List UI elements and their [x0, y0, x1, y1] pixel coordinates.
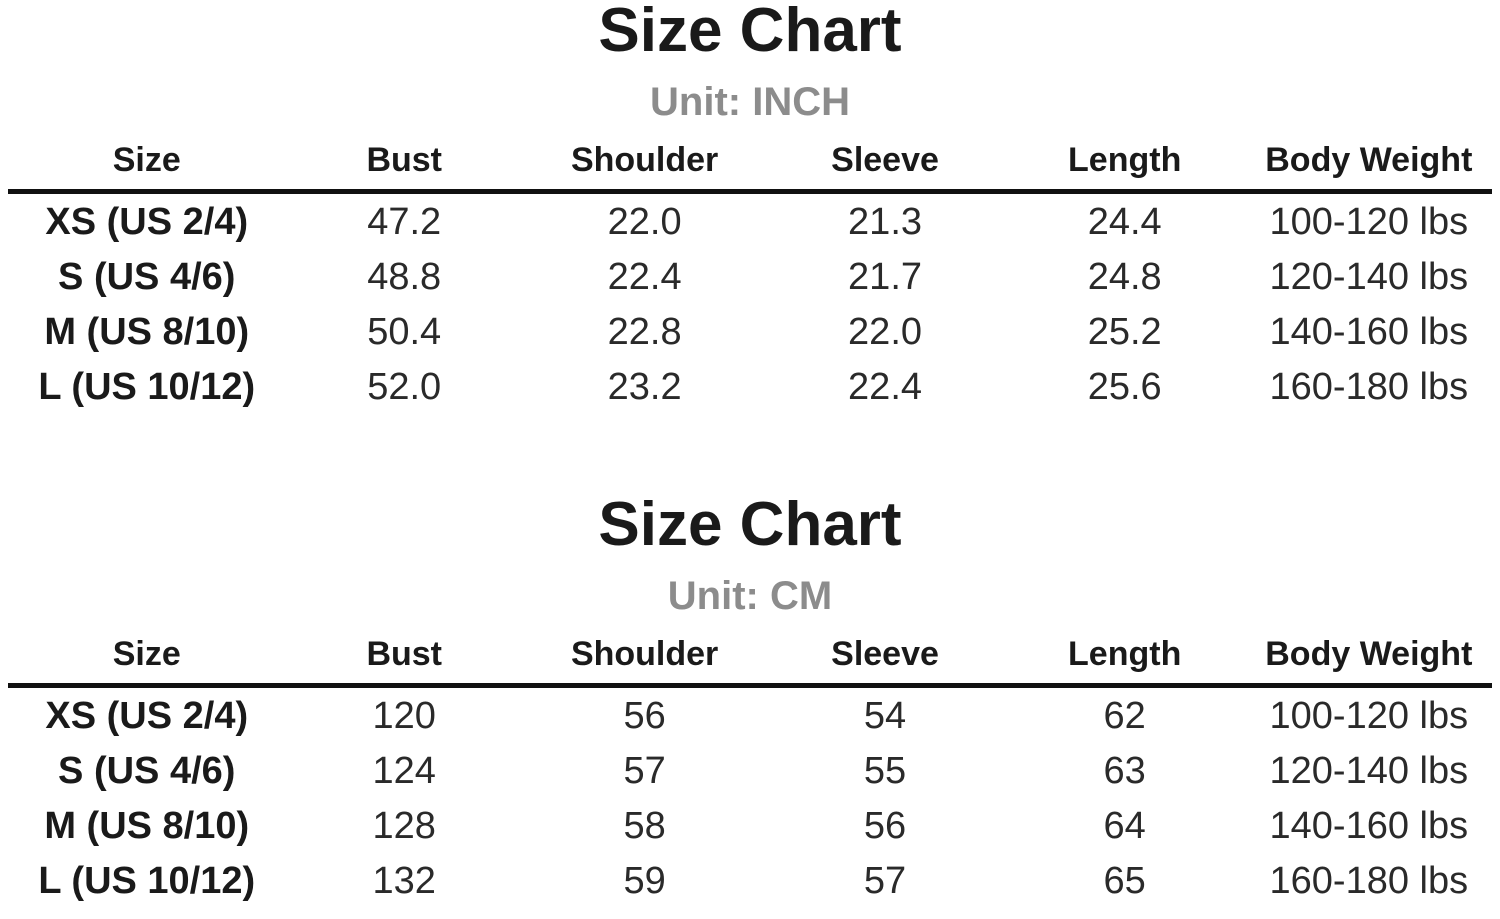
table-cell: 120-140 lbs: [1269, 749, 1469, 792]
size-label: L (US 10/12): [38, 365, 256, 408]
table-row: [8, 686, 1492, 744]
table-cell: 22.4: [848, 365, 923, 408]
unit-subtitle: Unit: CM: [667, 574, 833, 618]
table-row: [8, 249, 1492, 304]
size-chart-section-inch: [0, 0, 1500, 414]
table-cell: 56: [863, 804, 907, 847]
size-label: S (US 4/6): [58, 255, 236, 298]
table-cell: 59: [623, 859, 666, 902]
table-cell: 48.8: [367, 255, 442, 298]
table-cell: 140-160 lbs: [1269, 310, 1469, 353]
table-cell: 128: [372, 804, 436, 847]
table-cell: 22.0: [607, 200, 682, 243]
table-cell: 25.2: [1087, 310, 1162, 353]
column-header-body-weight: Body Weight: [1246, 122, 1492, 192]
table-cell: 160-180 lbs: [1269, 365, 1469, 408]
table-row: [8, 798, 1492, 853]
table-cell: 22.8: [607, 310, 682, 353]
column-header-sleeve: Sleeve: [766, 122, 1003, 192]
table-cell: 100-120 lbs: [1269, 694, 1469, 737]
table-cell: 63: [1103, 749, 1146, 792]
size-table-cm: [8, 616, 1492, 908]
column-header-bust: Bust: [286, 122, 523, 192]
table-cell: 64: [1103, 804, 1146, 847]
table-cell: 55: [863, 749, 907, 792]
table-cell: 124: [372, 749, 436, 792]
table-cell: 24.8: [1087, 255, 1162, 298]
table-row: [8, 192, 1492, 250]
size-label: M (US 8/10): [44, 310, 250, 353]
table-row: [8, 743, 1492, 798]
unit-subtitle: Unit: INCH: [650, 80, 850, 124]
table-row: [8, 304, 1492, 359]
table-cell: 47.2: [367, 200, 442, 243]
table-row: [8, 359, 1492, 414]
table-cell: 22.4: [607, 255, 682, 298]
table-cell: 21.7: [848, 255, 923, 298]
header-row: [8, 122, 1492, 192]
table-cell: 24.4: [1087, 200, 1162, 243]
table-cell: 57: [623, 749, 666, 792]
size-label: XS (US 2/4): [45, 694, 249, 737]
table-cell: 120: [372, 694, 436, 737]
size-table-inch: [8, 122, 1492, 414]
header-row: [8, 616, 1492, 686]
table-cell: 23.2: [607, 365, 682, 408]
table-cell: 62: [1103, 694, 1146, 737]
page-title: Size Chart: [598, 490, 902, 559]
size-label: XS (US 2/4): [45, 200, 249, 243]
column-header-shoulder: Shoulder: [523, 122, 766, 192]
table-cell: 58: [623, 804, 666, 847]
column-header-bust: Bust: [286, 616, 523, 686]
table-cell: 21.3: [848, 200, 923, 243]
table-cell: 25.6: [1087, 365, 1162, 408]
table-cell: 56: [623, 694, 666, 737]
table-row: [8, 853, 1492, 908]
size-label: L (US 10/12): [38, 859, 256, 902]
size-label: M (US 8/10): [44, 804, 250, 847]
column-header-body-weight: Body Weight: [1246, 616, 1492, 686]
size-label: S (US 4/6): [58, 749, 236, 792]
size-chart-section-cm: [0, 490, 1500, 908]
table-cell: 140-160 lbs: [1269, 804, 1469, 847]
column-header-sleeve: Sleeve: [766, 616, 1003, 686]
column-header-size: Size: [8, 122, 286, 192]
column-header-length: Length: [1004, 122, 1246, 192]
page-title: Size Chart: [598, 0, 902, 65]
table-cell: 57: [863, 859, 907, 902]
table-cell: 54: [863, 694, 907, 737]
column-header-length: Length: [1004, 616, 1246, 686]
table-cell: 100-120 lbs: [1269, 200, 1469, 243]
table-cell: 160-180 lbs: [1269, 859, 1469, 902]
table-cell: 22.0: [848, 310, 923, 353]
table-cell: 52.0: [367, 365, 442, 408]
column-header-shoulder: Shoulder: [523, 616, 766, 686]
column-header-size: Size: [8, 616, 286, 686]
table-cell: 132: [372, 859, 436, 902]
table-cell: 120-140 lbs: [1269, 255, 1469, 298]
table-cell: 50.4: [367, 310, 442, 353]
table-cell: 65: [1103, 859, 1146, 902]
